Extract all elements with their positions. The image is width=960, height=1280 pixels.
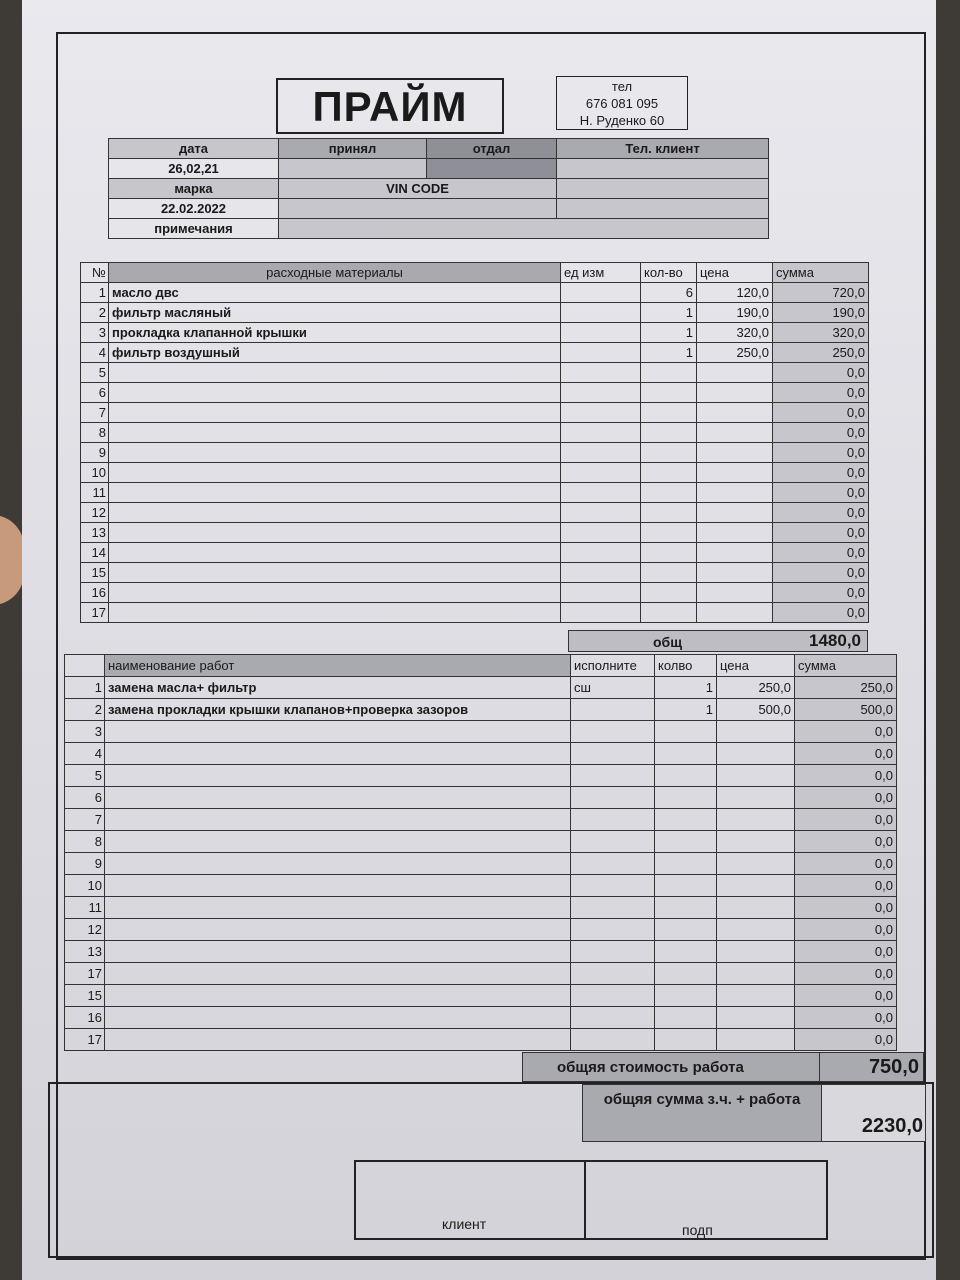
item-qty bbox=[641, 503, 697, 523]
work-price bbox=[717, 721, 795, 743]
table-row bbox=[65, 963, 897, 985]
row-number: 8 bbox=[65, 831, 105, 853]
item-unit bbox=[561, 523, 641, 543]
work-price bbox=[717, 831, 795, 853]
item-price: 320,0 bbox=[697, 323, 773, 343]
brand-label: марка bbox=[109, 179, 279, 199]
work-name bbox=[105, 1029, 571, 1051]
work-price bbox=[717, 765, 795, 787]
notes-label: примечания bbox=[109, 219, 279, 239]
item-unit bbox=[561, 563, 641, 583]
work-price bbox=[717, 787, 795, 809]
item-price bbox=[697, 603, 773, 623]
work-qty bbox=[655, 919, 717, 941]
row-number: 5 bbox=[81, 363, 109, 383]
row-number: 4 bbox=[81, 343, 109, 363]
item-sum: 0,0 bbox=[773, 363, 869, 383]
item-unit bbox=[561, 403, 641, 423]
row-number: 16 bbox=[81, 583, 109, 603]
given-value bbox=[427, 159, 557, 179]
table-row bbox=[81, 543, 869, 563]
row-number: 8 bbox=[81, 423, 109, 443]
work-name bbox=[105, 853, 571, 875]
work-sum: 0,0 bbox=[795, 941, 897, 963]
work-name: замена прокладки крышки клапанов+проверка зазоров bbox=[105, 699, 571, 721]
signature-box bbox=[354, 1160, 828, 1240]
table-row bbox=[65, 897, 897, 919]
item-qty: 1 bbox=[641, 323, 697, 343]
row-number: 6 bbox=[81, 383, 109, 403]
table-row bbox=[81, 603, 869, 623]
row-number: 15 bbox=[65, 985, 105, 1007]
item-name bbox=[109, 463, 561, 483]
table-row bbox=[81, 343, 869, 363]
item-price bbox=[697, 483, 773, 503]
item-qty bbox=[641, 543, 697, 563]
item-sum: 0,0 bbox=[773, 583, 869, 603]
item-sum: 0,0 bbox=[773, 523, 869, 543]
works-table bbox=[64, 654, 897, 1051]
table-row bbox=[81, 403, 869, 423]
work-executor bbox=[571, 1007, 655, 1029]
table-row bbox=[65, 1007, 897, 1029]
order-info-table bbox=[108, 138, 769, 239]
item-price bbox=[697, 503, 773, 523]
work-name: замена масла+ фильтр bbox=[105, 677, 571, 699]
row-number: 4 bbox=[65, 743, 105, 765]
item-unit bbox=[561, 303, 641, 323]
row-number: 1 bbox=[65, 677, 105, 699]
work-executor bbox=[571, 721, 655, 743]
materials-total bbox=[568, 630, 868, 652]
row-number: 17 bbox=[65, 963, 105, 985]
work-price bbox=[717, 919, 795, 941]
table-row bbox=[65, 1029, 897, 1051]
item-name bbox=[109, 583, 561, 603]
row-number: 14 bbox=[81, 543, 109, 563]
item-name: фильтр воздушный bbox=[109, 343, 561, 363]
vin-extra-value bbox=[557, 199, 769, 219]
contact-box bbox=[556, 76, 688, 130]
vin-label: VIN CODE bbox=[279, 179, 557, 199]
works-no-header bbox=[65, 655, 105, 677]
item-price: 190,0 bbox=[697, 303, 773, 323]
work-executor bbox=[571, 875, 655, 897]
work-price: 250,0 bbox=[717, 677, 795, 699]
table-row bbox=[81, 363, 869, 383]
work-qty bbox=[655, 1007, 717, 1029]
table-row bbox=[65, 765, 897, 787]
item-unit bbox=[561, 363, 641, 383]
work-name bbox=[105, 765, 571, 787]
item-unit bbox=[561, 423, 641, 443]
item-name bbox=[109, 423, 561, 443]
thumb bbox=[0, 515, 24, 605]
item-name bbox=[109, 483, 561, 503]
row-number: 17 bbox=[81, 603, 109, 623]
table-row bbox=[81, 323, 869, 343]
work-qty bbox=[655, 787, 717, 809]
work-qty bbox=[655, 1029, 717, 1051]
client-phone-value bbox=[557, 159, 769, 179]
item-name bbox=[109, 503, 561, 523]
table-row bbox=[81, 423, 869, 443]
brand-logo: ПРАЙМ bbox=[276, 78, 504, 134]
item-price bbox=[697, 403, 773, 423]
table-row bbox=[81, 303, 869, 323]
table-row bbox=[81, 463, 869, 483]
table-row bbox=[65, 853, 897, 875]
item-unit bbox=[561, 483, 641, 503]
row-number: 10 bbox=[81, 463, 109, 483]
accepted-label: принял bbox=[279, 139, 427, 159]
item-unit bbox=[561, 543, 641, 563]
works-executor-header: исполните bbox=[571, 655, 655, 677]
materials-unit-header: ед изм bbox=[561, 263, 641, 283]
date-value: 26,02,21 bbox=[109, 159, 279, 179]
item-sum: 320,0 bbox=[773, 323, 869, 343]
work-qty bbox=[655, 985, 717, 1007]
work-executor: сш bbox=[571, 677, 655, 699]
works-price-header: цена bbox=[717, 655, 795, 677]
work-qty bbox=[655, 809, 717, 831]
item-sum: 0,0 bbox=[773, 443, 869, 463]
work-executor bbox=[571, 963, 655, 985]
sign-label: подп bbox=[682, 1222, 713, 1238]
grand-total-value: 2230,0 bbox=[861, 1115, 923, 1137]
item-qty bbox=[641, 583, 697, 603]
item-name bbox=[109, 563, 561, 583]
item-sum: 0,0 bbox=[773, 603, 869, 623]
table-row bbox=[65, 787, 897, 809]
item-price bbox=[697, 543, 773, 563]
table-row bbox=[81, 283, 869, 303]
work-executor bbox=[571, 765, 655, 787]
work-price bbox=[717, 1029, 795, 1051]
work-name bbox=[105, 721, 571, 743]
works-name-header: наименование работ bbox=[105, 655, 571, 677]
work-sum: 0,0 bbox=[795, 809, 897, 831]
work-executor bbox=[571, 1029, 655, 1051]
row-number: 2 bbox=[65, 699, 105, 721]
work-executor bbox=[571, 853, 655, 875]
table-row bbox=[81, 383, 869, 403]
work-executor bbox=[571, 985, 655, 1007]
item-unit bbox=[561, 283, 641, 303]
item-unit bbox=[561, 503, 641, 523]
work-name bbox=[105, 743, 571, 765]
table-row bbox=[65, 677, 897, 699]
table-row bbox=[81, 483, 869, 503]
work-sum: 0,0 bbox=[795, 1029, 897, 1051]
item-name bbox=[109, 363, 561, 383]
work-sum: 0,0 bbox=[795, 875, 897, 897]
works-total-value: 750,0 bbox=[868, 1056, 919, 1078]
work-name bbox=[105, 1007, 571, 1029]
materials-total-value: 1480,0 bbox=[809, 631, 861, 650]
work-name bbox=[105, 875, 571, 897]
work-price bbox=[717, 809, 795, 831]
work-price bbox=[717, 941, 795, 963]
item-name: прокладка клапанной крышки bbox=[109, 323, 561, 343]
row-number: 9 bbox=[81, 443, 109, 463]
materials-name-header: расходные материалы bbox=[109, 263, 561, 283]
phone-number: 676 081 095 bbox=[585, 96, 659, 111]
work-sum: 250,0 bbox=[795, 677, 897, 699]
work-qty bbox=[655, 875, 717, 897]
row-number: 6 bbox=[65, 787, 105, 809]
work-sum: 0,0 bbox=[795, 985, 897, 1007]
work-qty bbox=[655, 941, 717, 963]
work-price bbox=[717, 853, 795, 875]
work-qty bbox=[655, 831, 717, 853]
item-unit bbox=[561, 583, 641, 603]
item-price bbox=[697, 563, 773, 583]
vin-extra bbox=[557, 179, 769, 199]
client-signature-label: клиент bbox=[442, 1216, 487, 1232]
work-executor bbox=[571, 787, 655, 809]
work-sum: 0,0 bbox=[795, 853, 897, 875]
work-executor bbox=[571, 831, 655, 853]
row-number: 13 bbox=[65, 941, 105, 963]
item-qty bbox=[641, 443, 697, 463]
work-qty: 1 bbox=[655, 699, 717, 721]
item-price: 250,0 bbox=[697, 343, 773, 363]
work-price bbox=[717, 743, 795, 765]
work-qty: 1 bbox=[655, 677, 717, 699]
row-number: 10 bbox=[65, 875, 105, 897]
item-price bbox=[697, 443, 773, 463]
item-unit bbox=[561, 383, 641, 403]
table-row bbox=[65, 699, 897, 721]
given-label: отдал bbox=[427, 139, 557, 159]
row-number: 17 bbox=[65, 1029, 105, 1051]
item-qty bbox=[641, 423, 697, 443]
item-name bbox=[109, 383, 561, 403]
table-row bbox=[81, 503, 869, 523]
work-qty bbox=[655, 721, 717, 743]
item-sum: 0,0 bbox=[773, 423, 869, 443]
item-unit bbox=[561, 603, 641, 623]
item-price bbox=[697, 463, 773, 483]
grand-total bbox=[582, 1084, 926, 1142]
works-sum-header: сумма bbox=[795, 655, 897, 677]
work-executor bbox=[571, 941, 655, 963]
item-price bbox=[697, 383, 773, 403]
work-executor bbox=[571, 699, 655, 721]
work-name bbox=[105, 809, 571, 831]
work-qty bbox=[655, 963, 717, 985]
item-price: 120,0 bbox=[697, 283, 773, 303]
work-executor bbox=[571, 897, 655, 919]
item-sum: 0,0 bbox=[773, 463, 869, 483]
item-qty bbox=[641, 483, 697, 503]
item-sum: 720,0 bbox=[773, 283, 869, 303]
notes-value bbox=[279, 219, 769, 239]
item-sum: 0,0 bbox=[773, 503, 869, 523]
table-row bbox=[65, 831, 897, 853]
work-sum: 0,0 bbox=[795, 1007, 897, 1029]
row-number: 5 bbox=[65, 765, 105, 787]
item-qty: 1 bbox=[641, 343, 697, 363]
item-name bbox=[109, 443, 561, 463]
item-qty: 6 bbox=[641, 283, 697, 303]
work-sum: 0,0 bbox=[795, 787, 897, 809]
row-number: 3 bbox=[65, 721, 105, 743]
item-qty bbox=[641, 563, 697, 583]
row-number: 13 bbox=[81, 523, 109, 543]
item-unit bbox=[561, 443, 641, 463]
item-qty bbox=[641, 383, 697, 403]
row-number: 7 bbox=[81, 403, 109, 423]
item-qty: 1 bbox=[641, 303, 697, 323]
work-executor bbox=[571, 919, 655, 941]
work-qty bbox=[655, 853, 717, 875]
work-name bbox=[105, 787, 571, 809]
row-number: 1 bbox=[81, 283, 109, 303]
table-row bbox=[65, 875, 897, 897]
table-row bbox=[65, 721, 897, 743]
item-unit bbox=[561, 463, 641, 483]
work-price: 500,0 bbox=[717, 699, 795, 721]
materials-sum-header: сумма bbox=[773, 263, 869, 283]
work-name bbox=[105, 897, 571, 919]
item-unit bbox=[561, 323, 641, 343]
item-unit bbox=[561, 343, 641, 363]
item-name bbox=[109, 523, 561, 543]
item-name bbox=[109, 603, 561, 623]
table-row bbox=[65, 985, 897, 1007]
address: Н. Руденко 60 bbox=[579, 113, 665, 128]
item-price bbox=[697, 423, 773, 443]
table-row bbox=[65, 941, 897, 963]
work-name bbox=[105, 941, 571, 963]
table-row bbox=[65, 809, 897, 831]
work-qty bbox=[655, 765, 717, 787]
work-price bbox=[717, 875, 795, 897]
row-number: 2 bbox=[81, 303, 109, 323]
item-name: масло двс bbox=[109, 283, 561, 303]
item-qty bbox=[641, 463, 697, 483]
item-qty bbox=[641, 603, 697, 623]
works-total-label: общяя стоимость работа bbox=[557, 1059, 744, 1076]
item-price bbox=[697, 583, 773, 603]
brand-value: 22.02.2022 bbox=[109, 199, 279, 219]
item-qty bbox=[641, 403, 697, 423]
work-name bbox=[105, 831, 571, 853]
item-name: фильтр масляный bbox=[109, 303, 561, 323]
item-name bbox=[109, 543, 561, 563]
work-sum: 0,0 bbox=[795, 765, 897, 787]
work-executor bbox=[571, 809, 655, 831]
materials-price-header: цена bbox=[697, 263, 773, 283]
materials-no-header: № bbox=[81, 263, 109, 283]
work-sum: 500,0 bbox=[795, 699, 897, 721]
item-qty bbox=[641, 523, 697, 543]
table-row bbox=[65, 919, 897, 941]
item-price bbox=[697, 363, 773, 383]
materials-table bbox=[80, 262, 869, 623]
row-number: 15 bbox=[81, 563, 109, 583]
item-sum: 0,0 bbox=[773, 383, 869, 403]
work-sum: 0,0 bbox=[795, 897, 897, 919]
table-row bbox=[81, 563, 869, 583]
item-sum: 0,0 bbox=[773, 483, 869, 503]
materials-qty-header: кол-во bbox=[641, 263, 697, 283]
grand-total-label: общяя сумма з.ч. + работа bbox=[603, 1091, 801, 1108]
item-sum: 0,0 bbox=[773, 563, 869, 583]
work-sum: 0,0 bbox=[795, 963, 897, 985]
row-number: 7 bbox=[65, 809, 105, 831]
work-name bbox=[105, 919, 571, 941]
work-price bbox=[717, 1007, 795, 1029]
row-number: 11 bbox=[81, 483, 109, 503]
table-row bbox=[81, 523, 869, 543]
work-qty bbox=[655, 897, 717, 919]
item-sum: 190,0 bbox=[773, 303, 869, 323]
work-sum: 0,0 bbox=[795, 721, 897, 743]
works-total bbox=[522, 1052, 924, 1082]
work-sum: 0,0 bbox=[795, 831, 897, 853]
work-qty bbox=[655, 743, 717, 765]
work-price bbox=[717, 963, 795, 985]
item-sum: 250,0 bbox=[773, 343, 869, 363]
work-executor bbox=[571, 743, 655, 765]
accepted-value bbox=[279, 159, 427, 179]
date-label: дата bbox=[109, 139, 279, 159]
materials-total-label: общ bbox=[653, 634, 683, 650]
table-row bbox=[65, 743, 897, 765]
work-price bbox=[717, 897, 795, 919]
work-price bbox=[717, 985, 795, 1007]
item-qty bbox=[641, 363, 697, 383]
row-number: 12 bbox=[65, 919, 105, 941]
tel-label: тел bbox=[611, 79, 633, 94]
works-qty-header: колво bbox=[655, 655, 717, 677]
item-sum: 0,0 bbox=[773, 403, 869, 423]
item-name bbox=[109, 403, 561, 423]
row-number: 16 bbox=[65, 1007, 105, 1029]
work-name bbox=[105, 963, 571, 985]
row-number: 3 bbox=[81, 323, 109, 343]
vin-value bbox=[279, 199, 557, 219]
row-number: 11 bbox=[65, 897, 105, 919]
client-phone-label: Тел. клиент bbox=[557, 139, 769, 159]
item-sum: 0,0 bbox=[773, 543, 869, 563]
work-sum: 0,0 bbox=[795, 743, 897, 765]
item-price bbox=[697, 523, 773, 543]
table-row bbox=[81, 443, 869, 463]
row-number: 12 bbox=[81, 503, 109, 523]
table-row bbox=[81, 583, 869, 603]
work-sum: 0,0 bbox=[795, 919, 897, 941]
work-name bbox=[105, 985, 571, 1007]
row-number: 9 bbox=[65, 853, 105, 875]
